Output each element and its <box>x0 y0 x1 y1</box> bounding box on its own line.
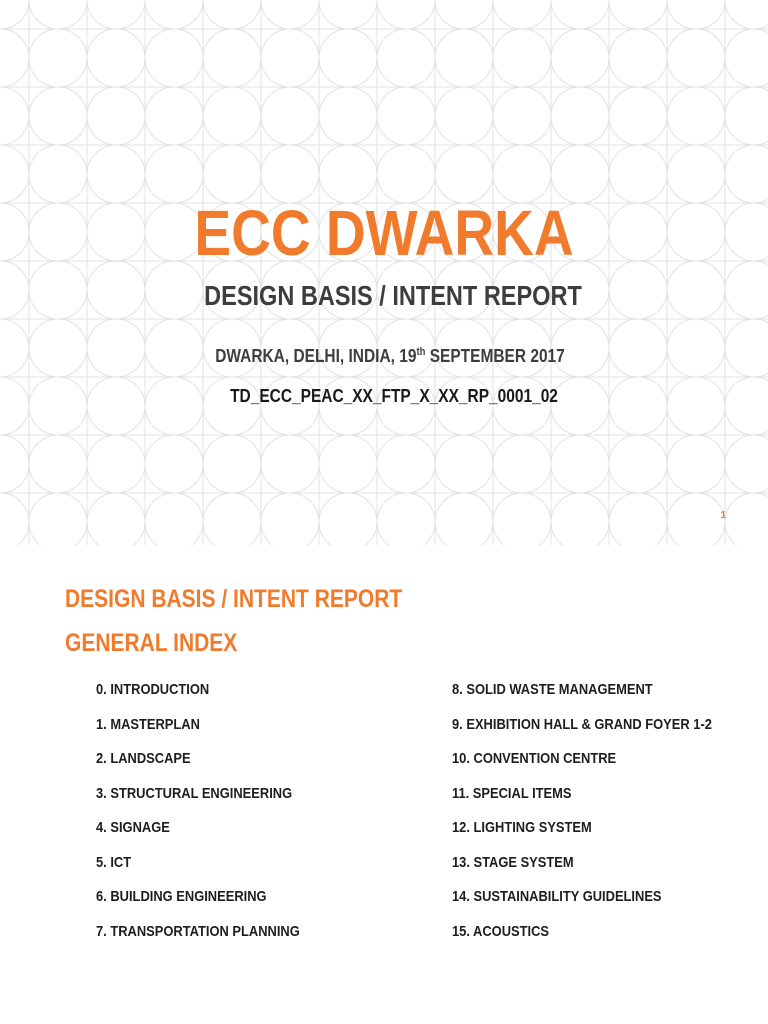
document-code: TD_ECC_PEAC_XX_FTP_X_XX_RP_0001_02 <box>230 386 558 406</box>
index-item: 15. ACOUSTICS <box>452 922 550 940</box>
index-item: 13. STAGE SYSTEM <box>452 853 574 871</box>
report-subtitle: DESIGN BASIS / INTENT REPORT <box>204 280 582 311</box>
index-item: 11. SPECIAL ITEMS <box>452 784 572 802</box>
ordinal-suffix: th <box>416 346 426 358</box>
index-item: 8. SOLID WASTE MANAGEMENT <box>452 681 653 698</box>
index-item: 9. EXHIBITION HALL & GRAND FOYER 1-2 <box>452 715 712 733</box>
location-date-prefix: DWARKA, DELHI, INDIA, 19 <box>215 346 417 366</box>
index-item: 12. LIGHTING SYSTEM <box>452 819 592 836</box>
index-slide <box>0 545 768 1024</box>
index-item: 1. MASTERPLAN <box>96 715 200 733</box>
index-item: 14. SUSTAINABILITY GUIDELINES <box>452 888 662 905</box>
index-list-left <box>96 681 333 957</box>
index-item: 0. INTRODUCTION <box>96 681 210 698</box>
report-title: ECC DWARKA <box>194 197 574 269</box>
index-item: 3. STRUCTURAL ENGINEERING <box>96 784 293 802</box>
index-item: 6. BUILDING ENGINEERING <box>96 888 267 905</box>
index-item: 4. SIGNAGE <box>96 819 170 836</box>
general-index-heading: GENERAL INDEX <box>65 629 238 657</box>
index-item: 5. ICT <box>96 853 132 871</box>
index-list-right <box>452 681 754 957</box>
location-date-suffix: SEPTEMBER 2017 <box>425 346 565 366</box>
index-item: 7. TRANSPORTATION PLANNING <box>96 922 300 940</box>
location-date <box>55 346 726 367</box>
index-heading: DESIGN BASIS / INTENT REPORT <box>65 585 403 613</box>
index-item: 10. CONVENTION CENTRE <box>452 750 617 767</box>
page-number: 1 <box>720 510 726 521</box>
index-item: 2. LANDSCAPE <box>96 750 191 767</box>
